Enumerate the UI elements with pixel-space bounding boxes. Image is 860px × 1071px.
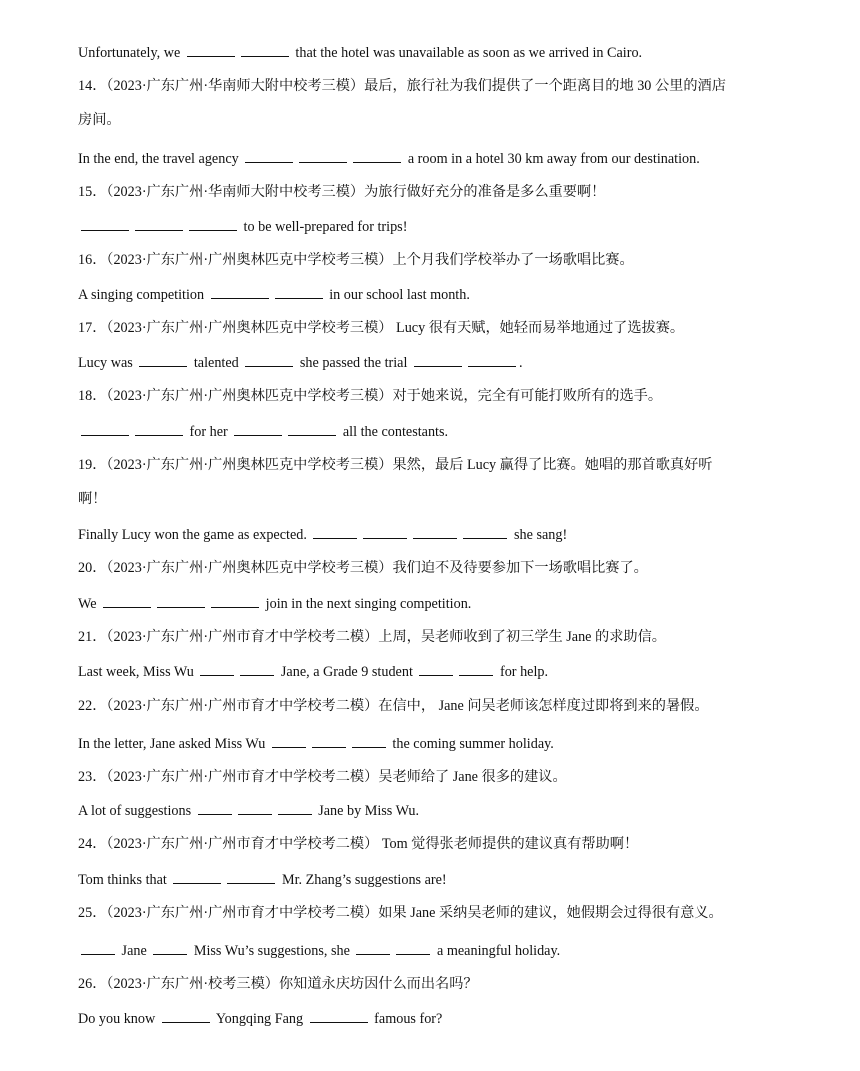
answer-line xyxy=(78,110,121,130)
answer-blank[interactable] xyxy=(278,800,312,815)
answer-blank[interactable] xyxy=(352,733,386,748)
question-prompt xyxy=(78,903,723,923)
line-text: 14．（2023·广东广州·华南师大附中校考三模）最后，旅行社为我们提供了一个距离目的地 30 公里的酒店 xyxy=(78,78,726,94)
answer-blank[interactable] xyxy=(245,148,293,163)
answer-line xyxy=(78,352,523,373)
answer-line xyxy=(78,1008,442,1029)
answer-blank[interactable] xyxy=(103,593,151,608)
answer-blank[interactable] xyxy=(227,869,275,884)
line-text: 19．（2023·广东广州·广州奥林匹克中学校考三模）果然，最后 Lucy 赢得了比赛。她唱的那首歌真好听 xyxy=(78,457,713,473)
answer-line xyxy=(78,148,700,169)
answer-blank[interactable] xyxy=(198,800,232,815)
answer-blank[interactable] xyxy=(139,352,187,367)
answer-line xyxy=(78,489,106,509)
answer-blank[interactable] xyxy=(419,661,453,676)
answer-blank[interactable] xyxy=(413,524,457,539)
answer-blank[interactable] xyxy=(234,421,282,436)
answer-blank[interactable] xyxy=(81,421,129,436)
answer-blank[interactable] xyxy=(468,352,516,367)
answer-blank[interactable] xyxy=(157,593,205,608)
answer-blank[interactable] xyxy=(356,940,390,955)
answer-blank[interactable] xyxy=(187,42,235,57)
answer-blank[interactable] xyxy=(135,421,183,436)
answer-blank[interactable] xyxy=(463,524,507,539)
line-text: Unfortunately, we xyxy=(78,45,184,61)
question-prompt xyxy=(78,558,648,578)
line-text: In the letter, Jane asked Miss Wu xyxy=(78,736,269,752)
answer-blank[interactable] xyxy=(189,216,237,231)
question-prompt xyxy=(78,182,605,202)
line-text: A lot of suggestions xyxy=(78,803,195,819)
line-text: Last week, Miss Wu xyxy=(78,664,198,680)
line-text: all the contestants. xyxy=(339,424,449,440)
answer-blank[interactable] xyxy=(312,733,346,748)
line-text: a meaningful holiday. xyxy=(433,943,561,959)
question-prompt xyxy=(78,386,662,406)
answer-line xyxy=(78,733,554,754)
answer-blank[interactable] xyxy=(240,661,274,676)
answer-blank[interactable] xyxy=(153,940,187,955)
question-prompt xyxy=(78,76,726,96)
answer-line xyxy=(78,940,560,961)
line-text: she passed the trial xyxy=(296,355,411,371)
line-text: We xyxy=(78,596,101,612)
line-text: a room in a hotel 30 km away from our destination. xyxy=(404,151,700,167)
line-text: Do you know xyxy=(78,1011,159,1027)
answer-blank[interactable] xyxy=(135,216,183,231)
line-text: A singing competition xyxy=(78,287,208,303)
line-text: talented xyxy=(190,355,243,371)
line-text: in our school last month. xyxy=(325,287,470,303)
question-prompt xyxy=(78,318,684,338)
answer-blank[interactable] xyxy=(211,593,259,608)
answer-line xyxy=(78,800,419,821)
answer-blank[interactable] xyxy=(353,148,401,163)
line-text: 20．（2023·广东广州·广州奥林匹克中学校考三模）我们迫不及待要参加下一场歌唱比赛了。 xyxy=(78,560,648,576)
answer-blank[interactable] xyxy=(173,869,221,884)
line-text: 22．（2023·广东广州·广州市育才中学校考二模）在信中， Jane 问吴老师该怎样度过即将到来的暑假。 xyxy=(78,698,709,714)
line-text: 啊！ xyxy=(78,491,107,507)
line-text: 21．（2023·广东广州·广州市育才中学校考二模）上周，吴老师收到了初三学生 Jane 的求助信。 xyxy=(78,629,666,645)
answer-blank[interactable] xyxy=(81,216,129,231)
line-text: Mr. Zhang’s suggestions are! xyxy=(278,872,447,888)
line-text: 26．（2023·广东广州·校考三模）你知道永庆坊因什么而出名吗？ xyxy=(78,976,478,992)
line-text: to be well-prepared for trips! xyxy=(240,219,408,235)
line-text: Jane xyxy=(118,943,151,959)
answer-line xyxy=(78,216,407,237)
line-text: Finally Lucy won the game as expected. xyxy=(78,527,311,543)
line-text: 15．（2023·广东广州·华南师大附中校考三模）为旅行做好充分的准备是多么重要啊！ xyxy=(78,184,606,200)
question-prompt xyxy=(78,455,712,475)
question-prompt xyxy=(78,834,638,854)
answer-blank[interactable] xyxy=(396,940,430,955)
answer-blank[interactable] xyxy=(81,940,115,955)
line-text: join in the next singing competition. xyxy=(262,596,472,612)
answer-blank[interactable] xyxy=(363,524,407,539)
line-text: 24．（2023·广东广州·广州市育才中学校考二模） Tom 觉得张老师提供的建议真有帮助啊！ xyxy=(78,836,639,852)
line-text: 23．（2023·广东广州·广州市育才中学校考二模）吴老师给了 Jane 很多的建议。 xyxy=(78,769,567,785)
answer-blank[interactable] xyxy=(299,148,347,163)
answer-line xyxy=(78,524,567,545)
answer-blank[interactable] xyxy=(310,1008,368,1023)
line-text: 16．（2023·广东广州·广州奥林匹克中学校考三模）上个月我们学校举办了一场歌唱比赛。 xyxy=(78,252,634,268)
answer-blank[interactable] xyxy=(288,421,336,436)
line-text: famous for? xyxy=(370,1011,443,1027)
answer-line xyxy=(78,869,447,890)
answer-line xyxy=(78,284,470,305)
answer-blank[interactable] xyxy=(200,661,234,676)
answer-blank[interactable] xyxy=(313,524,357,539)
question-prompt xyxy=(78,250,634,270)
line-text: 25．（2023·广东广州·广州市育才中学校考二模）如果 Jane 采纳吴老师的建议，她假期会过得很有意义。 xyxy=(78,905,723,921)
line-text: Jane, a Grade 9 student xyxy=(277,664,417,680)
answer-blank[interactable] xyxy=(414,352,462,367)
question-prompt xyxy=(78,627,666,647)
answer-blank[interactable] xyxy=(275,284,323,299)
answer-blank[interactable] xyxy=(272,733,306,748)
line-text: Yongqing Fang xyxy=(212,1011,307,1027)
answer-line xyxy=(78,661,548,682)
line-text: for help. xyxy=(496,664,549,680)
line-text: Tom thinks that xyxy=(78,872,171,888)
line-text: 房间。 xyxy=(78,112,121,128)
line-text: for her xyxy=(186,424,232,440)
line-text: 17．（2023·广东广州·广州奥林匹克中学校考三模） Lucy 很有天赋，她轻而易举地通过了选拔赛。 xyxy=(78,320,685,336)
answer-blank[interactable] xyxy=(162,1008,210,1023)
answer-blank[interactable] xyxy=(459,661,493,676)
question-prompt xyxy=(78,696,709,716)
answer-blank[interactable] xyxy=(245,352,293,367)
line-text: Lucy was xyxy=(78,355,137,371)
answer-line xyxy=(78,42,642,63)
line-text: Miss Wu’s suggestions, she xyxy=(190,943,354,959)
question-prompt xyxy=(78,767,567,787)
answer-blank[interactable] xyxy=(238,800,272,815)
answer-line xyxy=(78,593,471,614)
line-text: the coming summer holiday. xyxy=(388,736,554,752)
question-prompt xyxy=(78,974,478,994)
line-text: Jane by Miss Wu. xyxy=(314,803,420,819)
answer-blank[interactable] xyxy=(211,284,269,299)
line-text: . xyxy=(518,355,523,371)
line-text: In the end, the travel agency xyxy=(78,151,243,167)
line-text: 18．（2023·广东广州·广州奥林匹克中学校考三模）对于她来说，完全有可能打败所有的选手。 xyxy=(78,388,663,404)
answer-blank[interactable] xyxy=(241,42,289,57)
line-text: that the hotel was unavailable as soon as we arrived in Cairo. xyxy=(291,45,643,61)
answer-line xyxy=(78,421,448,442)
line-text: she sang! xyxy=(510,527,568,543)
